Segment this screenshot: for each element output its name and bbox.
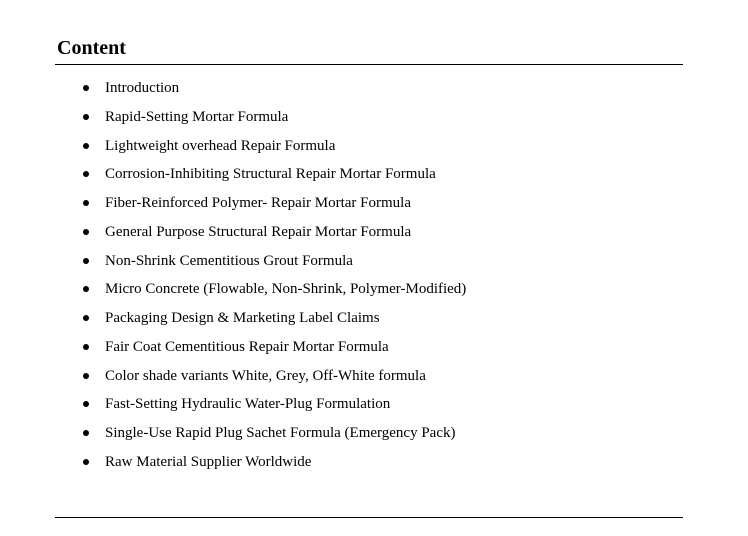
bullet-icon [83,459,89,465]
bullet-icon [83,258,89,264]
bullet-icon [83,143,89,149]
bullet-icon [83,430,89,436]
toc-item-label: Color shade variants White, Grey, Off-White formula [105,367,426,384]
toc-item-label: Corrosion-Inhibiting Structural Repair Mortar Formula [105,166,436,183]
bullet-icon [83,229,89,235]
bullet-icon [83,315,89,321]
toc-item-label: Lightweight overhead Repair Formula [105,137,336,154]
bullet-icon [83,344,89,350]
bullet-icon [83,373,89,379]
bullet-icon [83,200,89,206]
page-title: Content [57,37,126,59]
toc-item-label: General Purpose Structural Repair Mortar Formula [105,223,412,240]
toc-item-label: Micro Concrete (Flowable, Non-Shrink, Polymer-Modified) [105,281,467,298]
toc-item-label: Raw Material Supplier Worldwide [105,453,312,470]
toc-item-label: Fast-Setting Hydraulic Water-Plug Formulation [105,396,391,413]
toc-item-label: Introduction [105,80,180,96]
toc-item-label: Single-Use Rapid Plug Sachet Formula (Emergency Pack) [105,425,456,441]
footer-divider [55,517,683,518]
bullet-icon [83,114,89,120]
bullet-icon [83,171,89,177]
toc-item-label: Packaging Design & Marketing Label Claims [105,310,380,326]
toc-item-label: Non-Shrink Cementitious Grout Formula [105,252,353,269]
bullet-icon [83,286,89,292]
toc-item-label: Fiber-Reinforced Polymer- Repair Mortar Formula [105,195,411,211]
title-divider [55,64,683,65]
toc-item-label: Rapid-Setting Mortar Formula [105,108,289,125]
toc-item-label: Fair Coat Cementitious Repair Mortar Formula [105,338,389,355]
bullet-icon [83,401,89,407]
bullet-icon [83,85,89,91]
